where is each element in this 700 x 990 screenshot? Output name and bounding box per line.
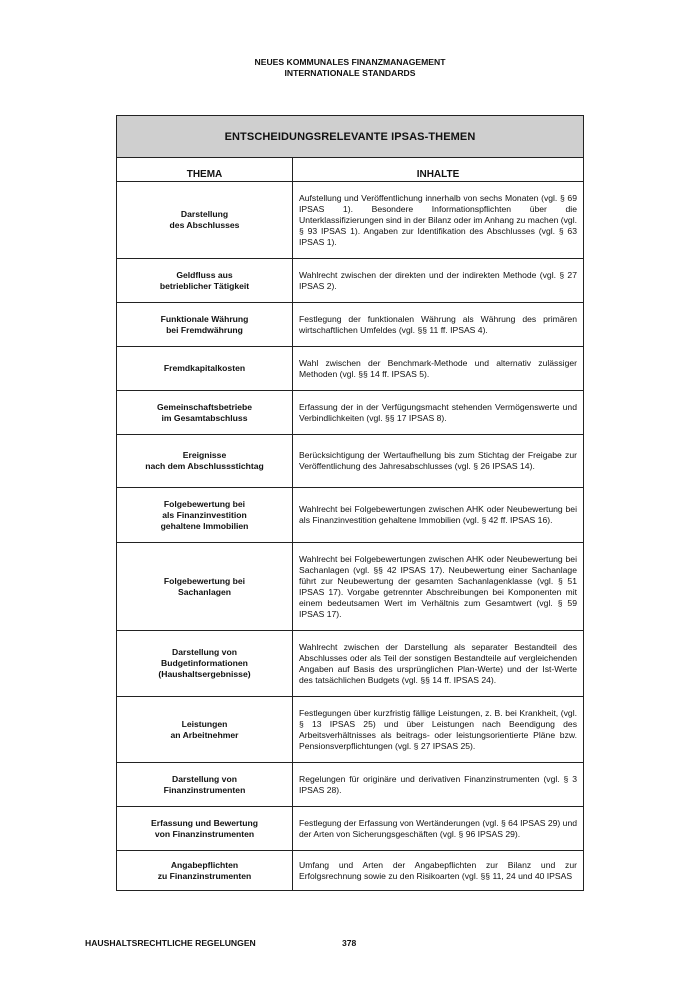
topic-cell <box>117 182 293 259</box>
content-cell: Umfang und Arten der Angabepflichten zur Bilanz und zur Erfolgsrechnung sowie zu den Risikoarten (vgl. §§ 11, 24 und 40 IPSAS <box>293 851 584 891</box>
topic-line: Angabepflichten <box>170 859 239 870</box>
topic-line: Funktionale Währung <box>160 313 249 324</box>
topic-cell <box>117 543 293 631</box>
topic-line: Budgetinformationen <box>161 658 248 668</box>
page-number: 378 <box>342 938 357 948</box>
topic-line: bei Fremdwährung <box>166 324 243 335</box>
ipsas-topics-table <box>116 115 584 891</box>
topic-line: Darstellung von <box>172 773 237 784</box>
topic-cell <box>117 631 293 697</box>
topic-line: betrieblicher Tätigkeit <box>159 280 250 291</box>
topic-line: Darstellung von <box>172 647 237 657</box>
topic-cell <box>117 435 293 488</box>
table-row <box>117 631 584 697</box>
topic-line: (Haushaltsergebnisse) <box>158 669 251 679</box>
content-cell: Festlegung der Erfassung von Wertänderungen (vgl. § 64 IPSAS 29) und der Arten von Sicherungsgeschäften (vgl. § 96 IPSAS 29). <box>293 807 584 851</box>
topic-cell <box>117 763 293 807</box>
topic-line: nach dem Abschlussstichtag <box>145 461 264 471</box>
content-cell: Wahlrecht bei Folgebewertungen zwischen AHK oder Neubewertung bei Sachanlagen (vgl. §§ 42 IPSAS 17). Neubewertung einer Sachanlage führt zur Neubewertung der gesamten Sachanlagenklasse (vgl. § 51 IPSAS 17). Vorgabe getrennter Abschreibungen bei Komponenten mit einem bedeutsamen Wert im Verhältnis zum Gesamtwert (vgl. § 59 IPSAS 17). <box>293 543 584 631</box>
table-row <box>117 435 584 488</box>
table-body <box>117 182 584 891</box>
column-header-content: INHALTE <box>293 158 584 182</box>
header-line-1: NEUES KOMMUNALES FINANZMANAGEMENT <box>254 57 446 67</box>
topic-line: im Gesamtabschluss <box>161 412 248 423</box>
content-cell: Erfassung der in der Verfügungsmacht stehenden Vermögenswerte und Verbindlichkeiten (vgl. §§ 17 IPSAS 8). <box>293 391 584 435</box>
topic-line: Folgebewertung bei <box>163 575 246 586</box>
topic-line: Ereignisse <box>182 450 227 460</box>
topic-line: Darstellung <box>180 209 229 219</box>
header-line-2: INTERNATIONALE STANDARDS <box>284 68 416 78</box>
content-cell: Aufstellung und Veröffentlichung innerhalb von sechs Monaten (vgl. § 69 IPSAS 1). Besondere Informationspflichten über die Unterklassifizierungen sind in der Bilanz oder im Anhang zu machen (vgl. § 93 IPSAS 1). Angaben zur Identifikation des Abschlusses (vgl. § 63 IPSAS 1). <box>293 182 584 259</box>
content-cell: Wahlrecht zwischen der direkten und der indirekten Methode (vgl. § 27 IPSAS 2). <box>293 259 584 303</box>
table-row <box>117 182 584 259</box>
table-row <box>117 303 584 347</box>
topic-line: als Finanzinvestition <box>162 509 247 520</box>
topic-line: Sachanlagen <box>177 586 231 597</box>
topic-line: des Abschlusses <box>169 220 240 230</box>
column-header-theme: THEMA <box>117 158 293 182</box>
table-row <box>117 259 584 303</box>
table-row <box>117 347 584 391</box>
topic-line: gehaltene Immobilien <box>160 520 249 531</box>
topic-line: Fremdkapitalkosten <box>163 363 246 373</box>
topic-cell <box>117 488 293 543</box>
table-row <box>117 697 584 763</box>
topic-line: von Finanzinstrumenten <box>154 828 255 839</box>
content-cell: Berücksichtigung der Wertaufhellung bis zum Stichtag der Freigabe zur Veröffentlichung des Jahresabschlusses (vgl. § 26 IPSAS 14). <box>293 435 584 488</box>
topic-line: Finanzinstrumenten <box>163 784 246 795</box>
table-title: ENTSCHEIDUNGSRELEVANTE IPSAS-THEMEN <box>117 116 584 158</box>
topic-cell <box>117 697 293 763</box>
topic-line: an Arbeitnehmer <box>170 729 239 740</box>
content-cell: Festlegungen über kurzfristig fällige Leistungen, z. B. bei Krankheit, (vgl. § 13 IPSAS 25) und über Leistungen nach Beendigung des Arbeitsverhältnisses als beitrags- oder leistungsorientierte Pläne bzw. Pensionsverpflichtungen (vgl. § 27 IPSAS 25). <box>293 697 584 763</box>
table-row <box>117 763 584 807</box>
topic-line: Folgebewertung bei <box>163 498 246 509</box>
topic-line: Leistungen <box>181 718 228 729</box>
topic-cell <box>117 807 293 851</box>
table-row <box>117 807 584 851</box>
topic-line: Erfassung und Bewertung <box>151 817 258 828</box>
page-header <box>0 57 700 79</box>
footer-section-title: HAUSHALTSRECHTLICHE REGELUNGEN <box>85 938 256 948</box>
topic-line: zu Finanzinstrumenten <box>157 870 252 881</box>
content-cell: Wahlrecht bei Folgebewertungen zwischen AHK oder Neubewertung bei als Finanzinvestition gehaltene Immobilien (vgl. § 42 ff. IPSAS 16). <box>293 488 584 543</box>
table-row <box>117 391 584 435</box>
topic-cell <box>117 259 293 303</box>
table-row <box>117 543 584 631</box>
content-cell: Wahlrecht zwischen der Darstellung als separater Bestandteil des Abschlusses oder als Teil der sonstigen Bestandteile auf vergleichenden Angaben auf Basis des ursprünglichen Plan-Werte) und der Ist-Werte des tatsächlichen Budgets (vgl. §§ 14 ff. IPSAS 24). <box>293 631 584 697</box>
topic-line: Geldfluss aus <box>176 269 233 280</box>
content-cell: Wahl zwischen der Benchmark-Methode und alternativ zulässiger Methoden (vgl. §§ 14 ff. IPSAS 5). <box>293 347 584 391</box>
topic-cell <box>117 303 293 347</box>
topic-cell <box>117 347 293 391</box>
content-cell: Festlegung der funktionalen Währung als Währung des primären wirtschaftlichen Umfeldes (vgl. §§ 11 ff. IPSAS 4). <box>293 303 584 347</box>
table-row <box>117 851 584 891</box>
table-row <box>117 488 584 543</box>
topic-line: Gemeinschaftsbetriebe <box>156 401 253 412</box>
topic-cell <box>117 391 293 435</box>
content-cell: Regelungen für originäre und derivativen Finanzinstrumenten (vgl. § 3 IPSAS 28). <box>293 763 584 807</box>
topic-cell <box>117 851 293 891</box>
